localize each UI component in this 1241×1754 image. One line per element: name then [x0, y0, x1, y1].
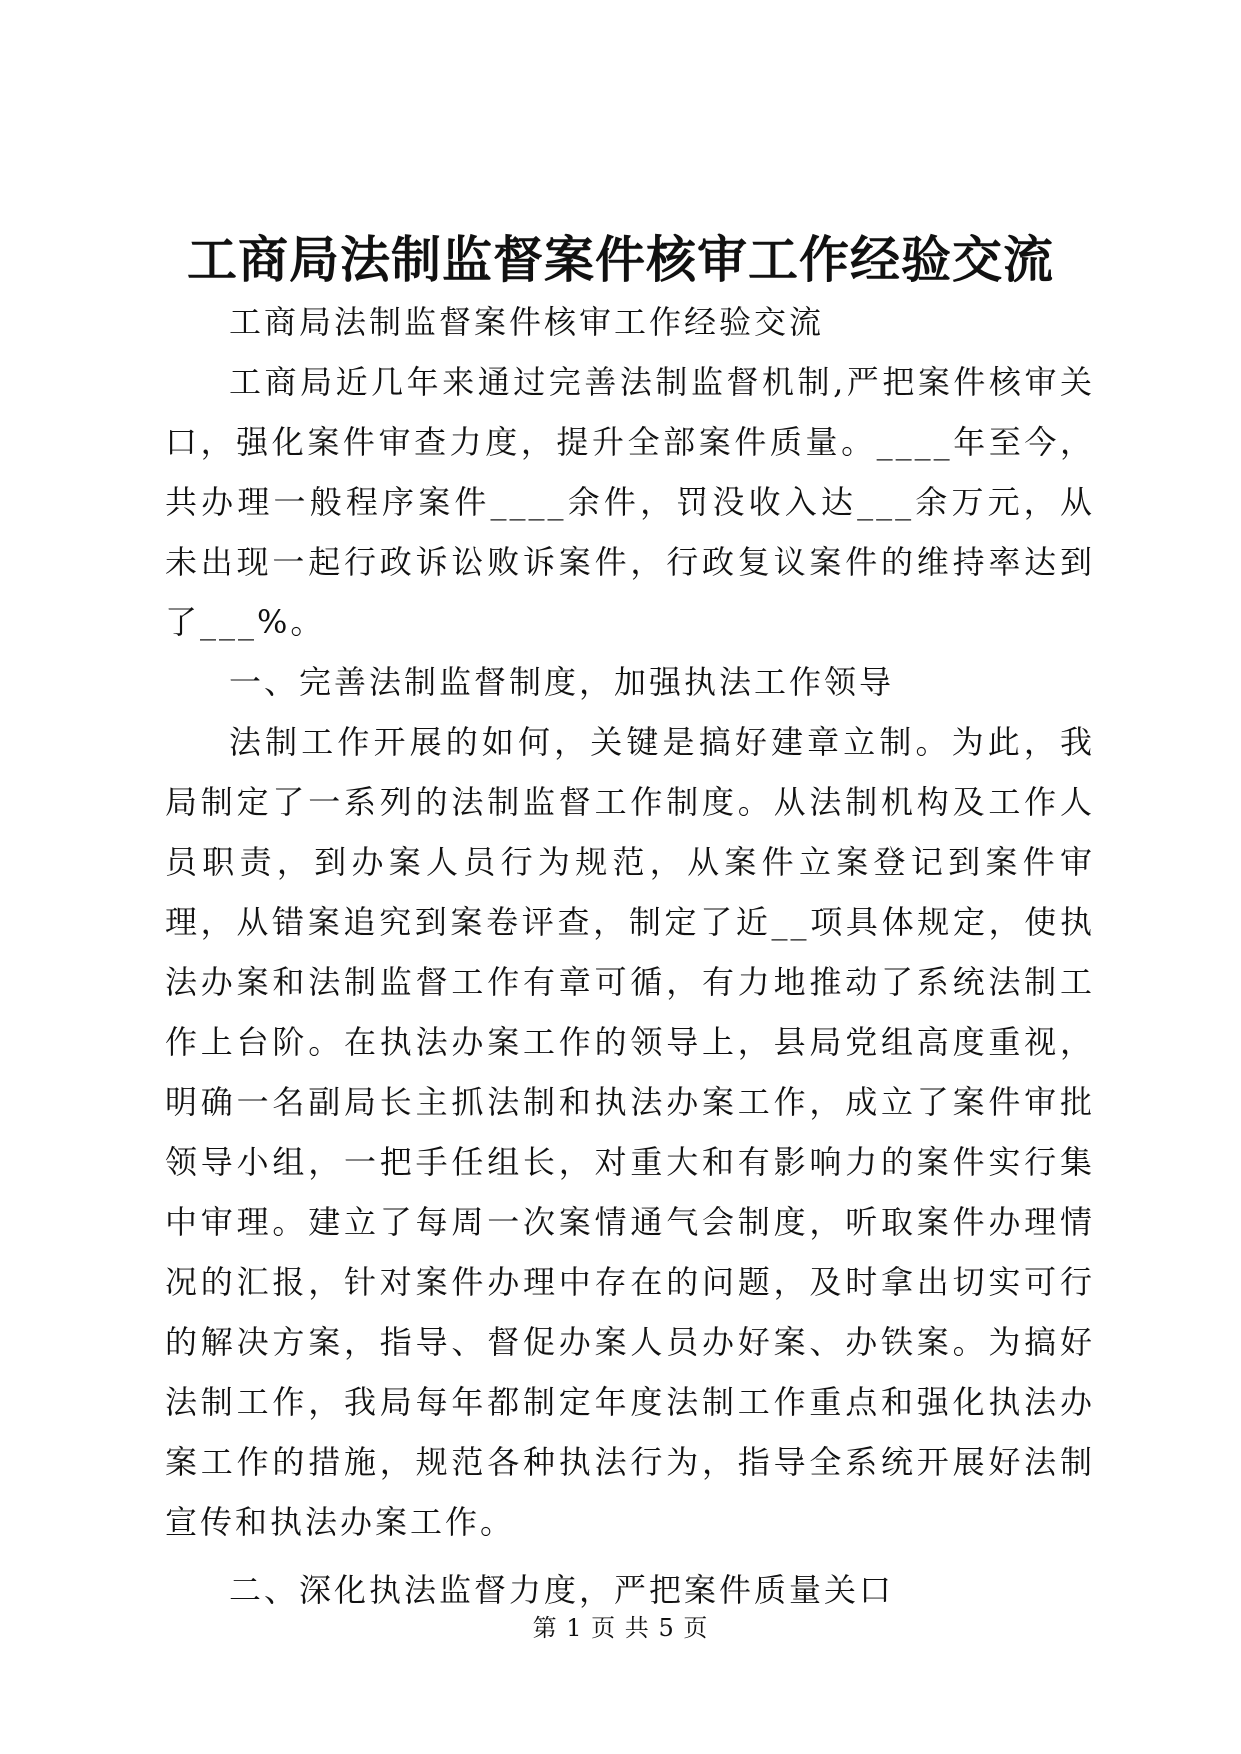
paragraph-subtitle: 工商局法制监督案件核审工作经验交流 [229, 303, 825, 341]
section-heading-1: 一、完善法制监督制度，加强执法工作领导 [229, 663, 895, 701]
section-heading-2: 二、深化执法监督力度，严把案件质量关口 [229, 1571, 895, 1609]
paragraph-intro: 工商局近几年来通过完善法制监督机制,严把案件核审关口，强化案件审查力度，提升全部案件质量。____年至今，共办理一般程序案件____余件，罚没收入达___余万元，从未出现一起行政诉讼败诉案件，行政复议案件的维持率达到了___%。 [165, 363, 1095, 641]
document-body [165, 292, 1095, 1620]
paragraph-section-1: 法制工作开展的如何，关键是搞好建章立制。为此，我局制定了一系列的法制监督工作制度。从法制机构及工作人员职责，到办案人员行为规范，从案件立案登记到案件审理，从错案追究到案卷评查，制定了近__项具体规定，使执法办案和法制监督工作有章可循，有力地推动了系统法制工作上台阶。在执法办案工作的领导上，县局党组高度重视，明确一名副局长主抓法制和执法办案工作，成立了案件审批领导小组，一把手任组长，对重大和有影响力的案件实行集中审理。建立了每周一次案情通气会制度，听取案件办理情况的汇报，针对案件办理中存在的问题，及时拿出切实可行的解决方案，指导、督促办案人员办好案、办铁案。为搞好法制工作，我局每年都制定年度法制工作重点和强化执法办案工作的措施，规范各种执法行为，指导全系统开展好法制宣传和执法办案工作。 [165, 723, 1095, 1541]
document-title: 工商局法制监督案件核审工作经验交流 [187, 230, 1054, 289]
page-footer: 第 1 页 共 5 页 [532, 1614, 709, 1642]
